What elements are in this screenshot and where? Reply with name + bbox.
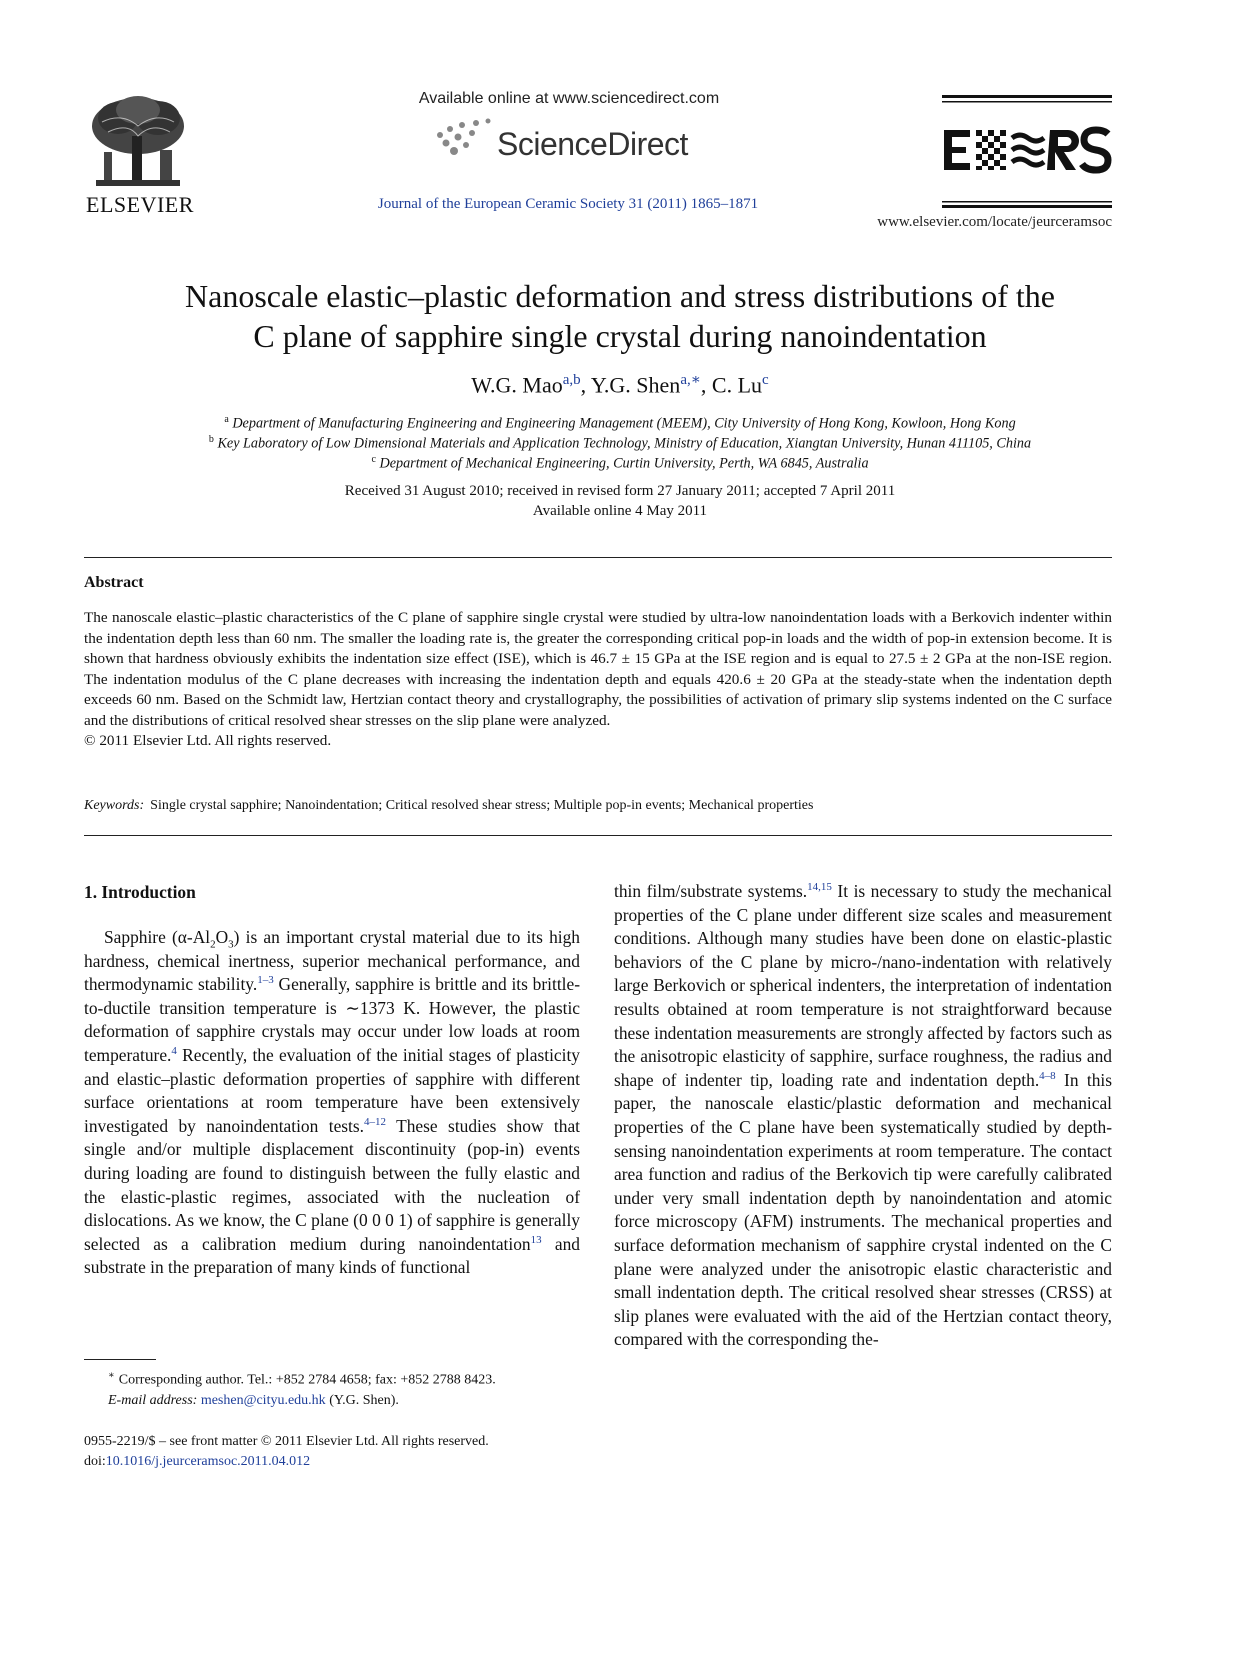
keywords-label: Keywords: bbox=[84, 798, 145, 813]
text-run: These studies show that single and/or multiple displacement discontinuity (pop-in) events during loading are found to distinguish between the fully elastic and the elastic-plastic regimes, associated with the nucleation of dislocations. As we know, the C plane (0 0 0 1) of sapphire is generally selected as a calibration medium during nanoindentation bbox=[84, 1115, 580, 1254]
affiliation-key: b bbox=[208, 434, 214, 445]
author-affiliation-link[interactable]: c bbox=[762, 372, 769, 388]
available-online-text: Available online at www.sciencedirect.com bbox=[418, 90, 720, 107]
ecrs-top-rule bbox=[942, 92, 1112, 102]
intro-paragraph-continued bbox=[614, 880, 1112, 1352]
author-name: W.G. Mao bbox=[471, 372, 563, 398]
left-column bbox=[84, 880, 580, 1280]
abstract-heading: Abstract bbox=[84, 574, 144, 591]
title-line-2: C plane of sapphire single crystal during nanoindentation bbox=[253, 318, 987, 354]
keywords-text: Single crystal sapphire; Nanoindentation; Critical resolved shear stress; Multiple pop-in events; Mechanical properties bbox=[150, 798, 814, 813]
reference-link[interactable]: 13 bbox=[530, 1233, 542, 1246]
abstract-bottom-rule bbox=[84, 835, 1112, 836]
author-list bbox=[100, 370, 1140, 398]
subscript: 2 bbox=[210, 938, 216, 951]
intro-paragraph bbox=[84, 926, 580, 1280]
author-name: C. Lu bbox=[711, 372, 763, 398]
author-name: Y.G. Shen bbox=[590, 372, 681, 398]
abstract-top-rule bbox=[84, 557, 1112, 558]
doi-line bbox=[84, 1452, 580, 1472]
journal-url[interactable]: www.elsevier.com/locate/jeurceramsoc bbox=[877, 214, 1112, 230]
corresponding-author-text: Corresponding author. Tel.: +852 2784 4658; fax: +852 2788 8423. bbox=[118, 1372, 496, 1388]
text-run: Recently, the evaluation of the initial stages of plasticity and elastic–plastic deformation properties of sapphire with different surface orientations at room temperature have been extensively investigated by nanoindentation tests. bbox=[84, 1044, 580, 1136]
affiliation-c bbox=[60, 454, 1180, 473]
email-link[interactable]: meshen@cityu.edu.hk bbox=[200, 1392, 326, 1408]
available-online-date: Available online 4 May 2011 bbox=[532, 503, 708, 519]
text-run: and substrate in the preparation of many kinds of functional bbox=[84, 1233, 580, 1278]
reference-link[interactable]: 1–3 bbox=[257, 974, 274, 987]
article-history bbox=[100, 481, 1140, 521]
article-title bbox=[100, 276, 1140, 356]
abstract-body bbox=[84, 608, 1112, 752]
footnote-rule bbox=[84, 1359, 156, 1360]
affiliation-a bbox=[60, 414, 1180, 433]
doi-link[interactable]: 10.1016/j.jeurceramsoc.2011.04.012 bbox=[105, 1454, 311, 1469]
journal-citation-link[interactable]: Journal of the European Ceramic Society 31 (2011) 1865–1871 bbox=[377, 196, 759, 212]
keywords bbox=[84, 798, 1112, 814]
copyright-notice: © 2011 Elsevier Ltd. All rights reserved. bbox=[84, 732, 332, 749]
section-heading: 1. Introduction bbox=[84, 882, 196, 902]
right-column bbox=[614, 880, 1112, 1352]
author-affiliation-link[interactable]: a,∗ bbox=[680, 372, 701, 388]
affiliation-text: Department of Manufacturing Engineering and Engineering Management (MEEM), City University of Hong Kong, Kowloon, Hong Kong bbox=[232, 415, 1016, 432]
reference-link[interactable]: 4–8 bbox=[1039, 1069, 1056, 1082]
text-run: ) is an important crystal material due to its high hardness, chemical inertness, superior mechanical performance, and thermodynamic stability. bbox=[84, 927, 580, 995]
footnote-line bbox=[84, 1391, 580, 1411]
publisher-name: ELSEVIER bbox=[86, 192, 194, 217]
affiliation-key: a bbox=[224, 414, 229, 425]
email-owner: (Y.G. Shen). bbox=[329, 1392, 399, 1408]
affiliation-key: c bbox=[371, 454, 376, 465]
sciencedirect-dots-icon bbox=[432, 115, 496, 167]
reference-link[interactable]: 4–12 bbox=[364, 1115, 386, 1128]
corresponding-author-footnote bbox=[84, 1366, 580, 1411]
text-run: Sapphire (α-Al bbox=[104, 927, 211, 947]
footnote-marker: ∗ bbox=[108, 1370, 115, 1381]
doi-label: doi: bbox=[84, 1454, 106, 1469]
text-run: It is necessary to study the mechanical properties of the C plane under different size scales and measurement conditions. Although many studies have been done on elastic-plastic behaviors of the C plane by micro-/nano-indentation with relatively large Berkovich or spherical indenters, the interpretation of indentation results obtained at room temperature is not straightforward because these indentation measurements are strongly affected by factors such as the anisotropic elasticity of sapphire, surface roughness, the radius and shape of indenter tip, loading rate and indentation depth. bbox=[614, 881, 1112, 1090]
affiliation-text: Key Laboratory of Low Dimensional Materials and Application Technology, Ministry of Education, Xiangtan University, Hunan 411105, China bbox=[217, 435, 1032, 452]
abstract-text: The nanoscale elastic–plastic characteristics of the C plane of sapphire single crystal were studied by ultra-low nanoindentation loads with a Berkovich indenter within the indentation depth less than 60 nm. The smaller the loading rate is, the greater the corresponding critical pop-in loads and the width of pop-in extension become. It is shown that hardness obviously exhibits the indentation size effect (ISE), which is 46.7 ± 15 GPa at the ISE region and is equal to 27.5 ± 2 GPa at the non-ISE region. The indentation modulus of the C plane decreases with increasing the indentation depth and equals 420.6 ± 20 GPa at the steady-state when the indentation depth exceeds 60 nm. Based on the Schmidt law, Hertzian contact theory and crystallography, the possibilities of activation of primary slip systems indented on the C surface and the distributions of critical resolved shear stresses on the slip plane were analyzed. bbox=[84, 609, 1112, 729]
footnote-line bbox=[84, 1366, 580, 1391]
subscript: 3 bbox=[228, 938, 234, 951]
author-affiliation-link[interactable]: a,b bbox=[562, 372, 581, 388]
title-line-1: Nanoscale elastic–plastic deformation and stress distributions of the bbox=[185, 278, 1055, 314]
reference-link[interactable]: 4 bbox=[171, 1045, 177, 1058]
author-separator: , bbox=[700, 372, 712, 398]
issn-line: 0955-2219/$ – see front matter © 2011 Elsevier Ltd. All rights reserved. bbox=[84, 1434, 489, 1449]
front-matter bbox=[84, 1432, 580, 1472]
affiliation-text: Department of Mechanical Engineering, Curtin University, Perth, WA 6845, Australia bbox=[379, 455, 869, 472]
ecrs-bottom-rule bbox=[942, 198, 1112, 208]
affiliation-b bbox=[60, 434, 1180, 453]
text-run: In this paper, the nanoscale elastic/plastic deformation and mechanical properties of the C plane have been systematically studied by depth-sensing nanoindentation experiments at room temperature. The contact area function and radius of the Berkovich tip were carefully calibrated under very small indentation depth by nanoindentation and atomic force microscopy (AFM) instruments. The mechanical properties and surface deformation mechanism of sapphire crystal indented on the C plane were analyzed under the anisotropic elastic characteristic and small indentation depth. The critical resolved shear stresses (CRSS) at slip planes were evaluated with the aid of the Hertzian contact theory, compared with the corresponding the- bbox=[614, 1069, 1112, 1350]
email-label: E-mail address: bbox=[108, 1392, 198, 1408]
ecrs-logo-icon bbox=[944, 120, 1112, 180]
reference-link[interactable]: 14,15 bbox=[807, 881, 832, 894]
author-separator: , bbox=[580, 372, 591, 398]
sciencedirect-wordmark: ScienceDirect bbox=[497, 126, 688, 162]
received-dates: Received 31 August 2010; received in revised form 27 January 2011; accepted 7 April 2011 bbox=[344, 483, 896, 499]
text-run: Generally, sapphire is brittle and its brittle-to-ductile transition temperature is ∼1373 K. However, the plastic deformation of sapphire crystals may occur under low loads at room temperature. bbox=[84, 974, 580, 1065]
text-run: thin film/substrate systems. bbox=[614, 881, 808, 901]
text-run: O bbox=[215, 927, 229, 947]
